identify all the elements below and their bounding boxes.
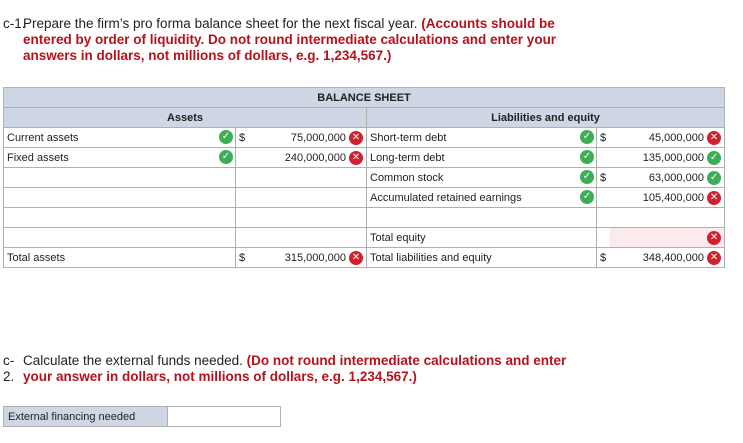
asset-label: Total assets: [7, 251, 66, 264]
liability-label-input[interactable]: [367, 168, 597, 188]
liability-value: 135,000,000: [642, 151, 704, 164]
question-number: c- 2.: [3, 353, 15, 384]
liability-label-input[interactable]: [367, 188, 597, 208]
asset-value-input[interactable]: [251, 168, 367, 188]
liability-value-input[interactable]: [610, 248, 725, 268]
asset-label: Fixed assets: [7, 151, 69, 164]
question-c2: [3, 353, 603, 387]
question-instruction: (Accounts should be entered by order of liquidity. Do not round intermediate calculations and enter your answers in dollars, not millions of dollars, e.g. 1,234,567.): [23, 16, 557, 63]
asset-dollar-sign: [236, 228, 251, 248]
asset-dollar-sign: [236, 148, 251, 168]
liability-dollar-sign: [597, 148, 610, 168]
check-icon: ✓: [219, 150, 233, 164]
table-row: [4, 148, 725, 168]
cross-icon: ✕: [349, 251, 363, 265]
liability-label-input[interactable]: [367, 148, 597, 168]
asset-value: 315,000,000: [284, 251, 346, 264]
liability-value-input[interactable]: [610, 228, 725, 248]
asset-value-input[interactable]: [251, 208, 367, 228]
check-icon: ✓: [580, 130, 594, 144]
asset-label-input[interactable]: [4, 128, 236, 148]
question-text: Prepare the firm’s pro forma balance sheet for the next fiscal year.: [23, 16, 418, 31]
cross-icon: ✕: [707, 251, 721, 265]
liability-dollar-sign: $: [597, 248, 610, 268]
liability-dollar-sign: [597, 208, 610, 228]
asset-dollar-sign: $: [236, 248, 251, 268]
liability-dollar-sign: [597, 228, 610, 248]
liability-label-input[interactable]: [367, 208, 597, 228]
liability-label-input[interactable]: [367, 248, 597, 268]
liability-label-input[interactable]: [367, 128, 597, 148]
liability-value: 105,400,000: [642, 191, 704, 204]
external-financing-table: [3, 406, 281, 427]
table-row: [4, 128, 725, 148]
asset-dollar-sign: [236, 168, 251, 188]
liability-value-input[interactable]: [610, 208, 725, 228]
table-row: [4, 188, 725, 208]
table-row: [4, 228, 725, 248]
external-financing-input[interactable]: [168, 407, 281, 427]
question-number: c-1.: [3, 16, 26, 31]
asset-label-input[interactable]: [4, 168, 236, 188]
liability-label: Total liabilities and equity: [370, 251, 492, 264]
check-icon: ✓: [707, 171, 721, 185]
liability-value: 348,400,000: [642, 251, 704, 264]
cross-icon: ✕: [707, 191, 721, 205]
liability-label: Total equity: [370, 231, 426, 244]
check-icon: ✓: [580, 170, 594, 184]
table-row: [4, 208, 725, 228]
table-row: [4, 168, 725, 188]
asset-label-input[interactable]: [4, 148, 236, 168]
question-text: Calculate the external funds needed.: [23, 353, 243, 368]
check-icon: ✓: [580, 190, 594, 204]
asset-value-input[interactable]: [251, 148, 367, 168]
asset-value: 75,000,000: [290, 131, 346, 144]
check-icon: ✓: [707, 151, 721, 165]
asset-dollar-sign: [236, 208, 251, 228]
external-financing-label: External financing needed: [4, 407, 168, 427]
asset-label-input[interactable]: [4, 208, 236, 228]
liabilities-header: Liabilities and equity: [367, 108, 725, 128]
assets-header: Assets: [4, 108, 367, 128]
liability-value-input[interactable]: [610, 148, 725, 168]
cross-icon: ✕: [349, 151, 363, 165]
liability-label: Accumulated retained earnings: [370, 191, 522, 204]
asset-value-input[interactable]: [251, 188, 367, 208]
asset-value: 240,000,000: [284, 151, 346, 164]
table-row: [4, 248, 725, 268]
liability-label: Short-term debt: [370, 131, 447, 144]
liability-dollar-sign: $: [597, 128, 610, 148]
balance-sheet-table: [3, 87, 725, 268]
asset-value-input[interactable]: [251, 128, 367, 148]
check-icon: ✓: [219, 130, 233, 144]
liability-value-input[interactable]: [610, 128, 725, 148]
liability-value: 63,000,000: [648, 171, 704, 184]
asset-value-input[interactable]: [251, 228, 367, 248]
cross-icon: ✕: [707, 231, 721, 245]
asset-dollar-sign: $: [236, 128, 251, 148]
liability-value: 45,000,000: [648, 131, 704, 144]
liability-value-input[interactable]: [610, 188, 725, 208]
liability-dollar-sign: $: [597, 168, 610, 188]
question-instruction: (Do not round intermediate calculations and enter your answer in dollars, not millions of dollars, e.g. 1,234,567.): [23, 353, 567, 384]
asset-dollar-sign: [236, 188, 251, 208]
asset-value-input[interactable]: [251, 248, 367, 268]
liability-dollar-sign: [597, 188, 610, 208]
asset-label-input[interactable]: [4, 228, 236, 248]
cross-icon: ✕: [707, 131, 721, 145]
check-icon: ✓: [580, 150, 594, 164]
asset-label-input[interactable]: [4, 188, 236, 208]
liability-label: Common stock: [370, 171, 444, 184]
liability-label: Long-term debt: [370, 151, 445, 164]
liability-value-input[interactable]: [610, 168, 725, 188]
liability-label-input[interactable]: [367, 228, 597, 248]
cross-icon: ✕: [349, 131, 363, 145]
balance-sheet-title: BALANCE SHEET: [4, 88, 725, 108]
asset-label: Current assets: [7, 131, 79, 144]
asset-label-input[interactable]: [4, 248, 236, 268]
